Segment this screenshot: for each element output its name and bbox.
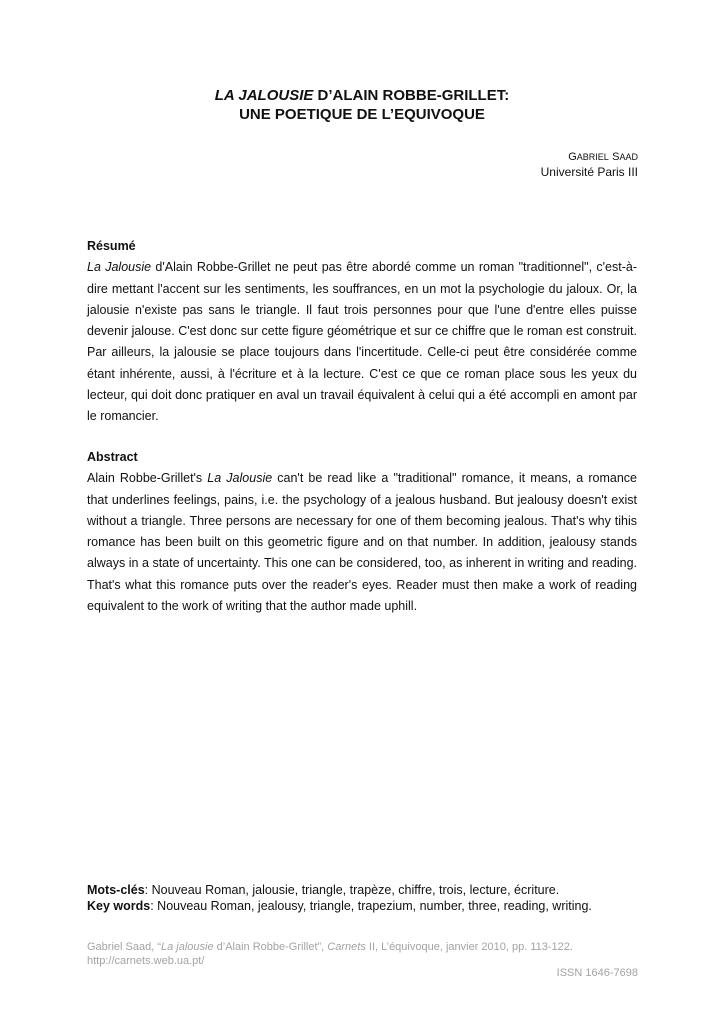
paper-title	[0, 86, 724, 124]
citation-line: Gabriel Saad, “La jalousie d’Alain Robbe-Grillet”, Carnets II, L’équivoque, janvier 2010, pp. 113-122.	[87, 941, 573, 953]
keywords-fr	[87, 882, 647, 898]
abstract-italic-title: La Jalousie	[207, 471, 273, 486]
issn-number: ISSN 1646-7698	[556, 967, 638, 979]
keywords-en	[87, 898, 647, 914]
author-affiliation: Université Paris III	[540, 165, 638, 179]
resume-body: d'Alain Robbe-Grillet ne peut pas être abordé comme un roman "traditionnel", c'est-à-dire mettant l'accent sur les sentiments, les souffrances, en un mot la psychologie du jaloux. Or, la jalousie n'existe pas sans le triangle. Il faut trois personnes pour que l'une d'entre elles puisse devenir jalouse. C'est donc sur cette figure géométrique et sur ce chiffre que le roman est construit. Par ailleurs, la jalousie se place toujours dans l'incertitude. Celle-ci peut être considérée comme étant inhérente, aussi, à l'écriture et à la lecture. C'est ce que ce roman place sous les yeux du lecteur, qui doit donc pratiquer en aval un travail équivalent à celui qui a été accompli en amont par le romancier.	[87, 260, 637, 424]
title-line-2: UNE POETIQUE DE L’EQUIVOQUE	[239, 106, 485, 123]
resume-heading: Résumé	[87, 239, 136, 253]
resume-italic-title: La Jalousie	[87, 260, 152, 275]
author-block	[541, 149, 638, 180]
abstract-heading: Abstract	[87, 450, 138, 464]
keywords-en-values: : Nouveau Roman, jealousy, triangle, trapezium, number, three, reading, writing.	[150, 899, 592, 913]
author-name: GABRIEL SAAD	[568, 151, 638, 163]
journal-url[interactable]: http://carnets.web.ua.pt/	[87, 955, 205, 967]
abstract-section	[87, 447, 637, 617]
keywords-en-label: Key words	[87, 899, 151, 913]
title-line-1	[0, 86, 724, 105]
resume-section	[87, 236, 637, 428]
keywords-fr-label: Mots-clés	[87, 883, 145, 897]
title-line-1-rest: D’ALAIN ROBBE-GRILLET:	[313, 87, 510, 104]
title-italic: LA JALOUSIE	[214, 87, 314, 104]
resume-text	[87, 257, 637, 427]
abstract-body-rest: can't be read like a "traditional" romance, it means, a romance that underlines feelings, pains, i.e. the psychology of a jealous husband. But jealousy doesn't exist without a triangle. Three persons are necessary for one of them becoming jealous. That's why tihis romance has been built on this geometric figure and on that number. In addition, jealousy stands always in a state of uncertainty. This one can be considered, too, as inherent in writing and reading. That's what this romance puts over the reader's eyes. Reader must then make a work of reading equivalent to the work of writing that the author made uphill.	[87, 471, 637, 614]
abstract-text	[87, 468, 637, 617]
keywords-fr-values: : Nouveau Roman, jalousie, triangle, trapèze, chiffre, trois, lecture, écriture.	[144, 883, 560, 897]
citation-footer	[87, 940, 639, 968]
abstract-body-start: Alain Robbe-Grillet's	[87, 471, 208, 486]
keywords-block	[87, 882, 647, 914]
